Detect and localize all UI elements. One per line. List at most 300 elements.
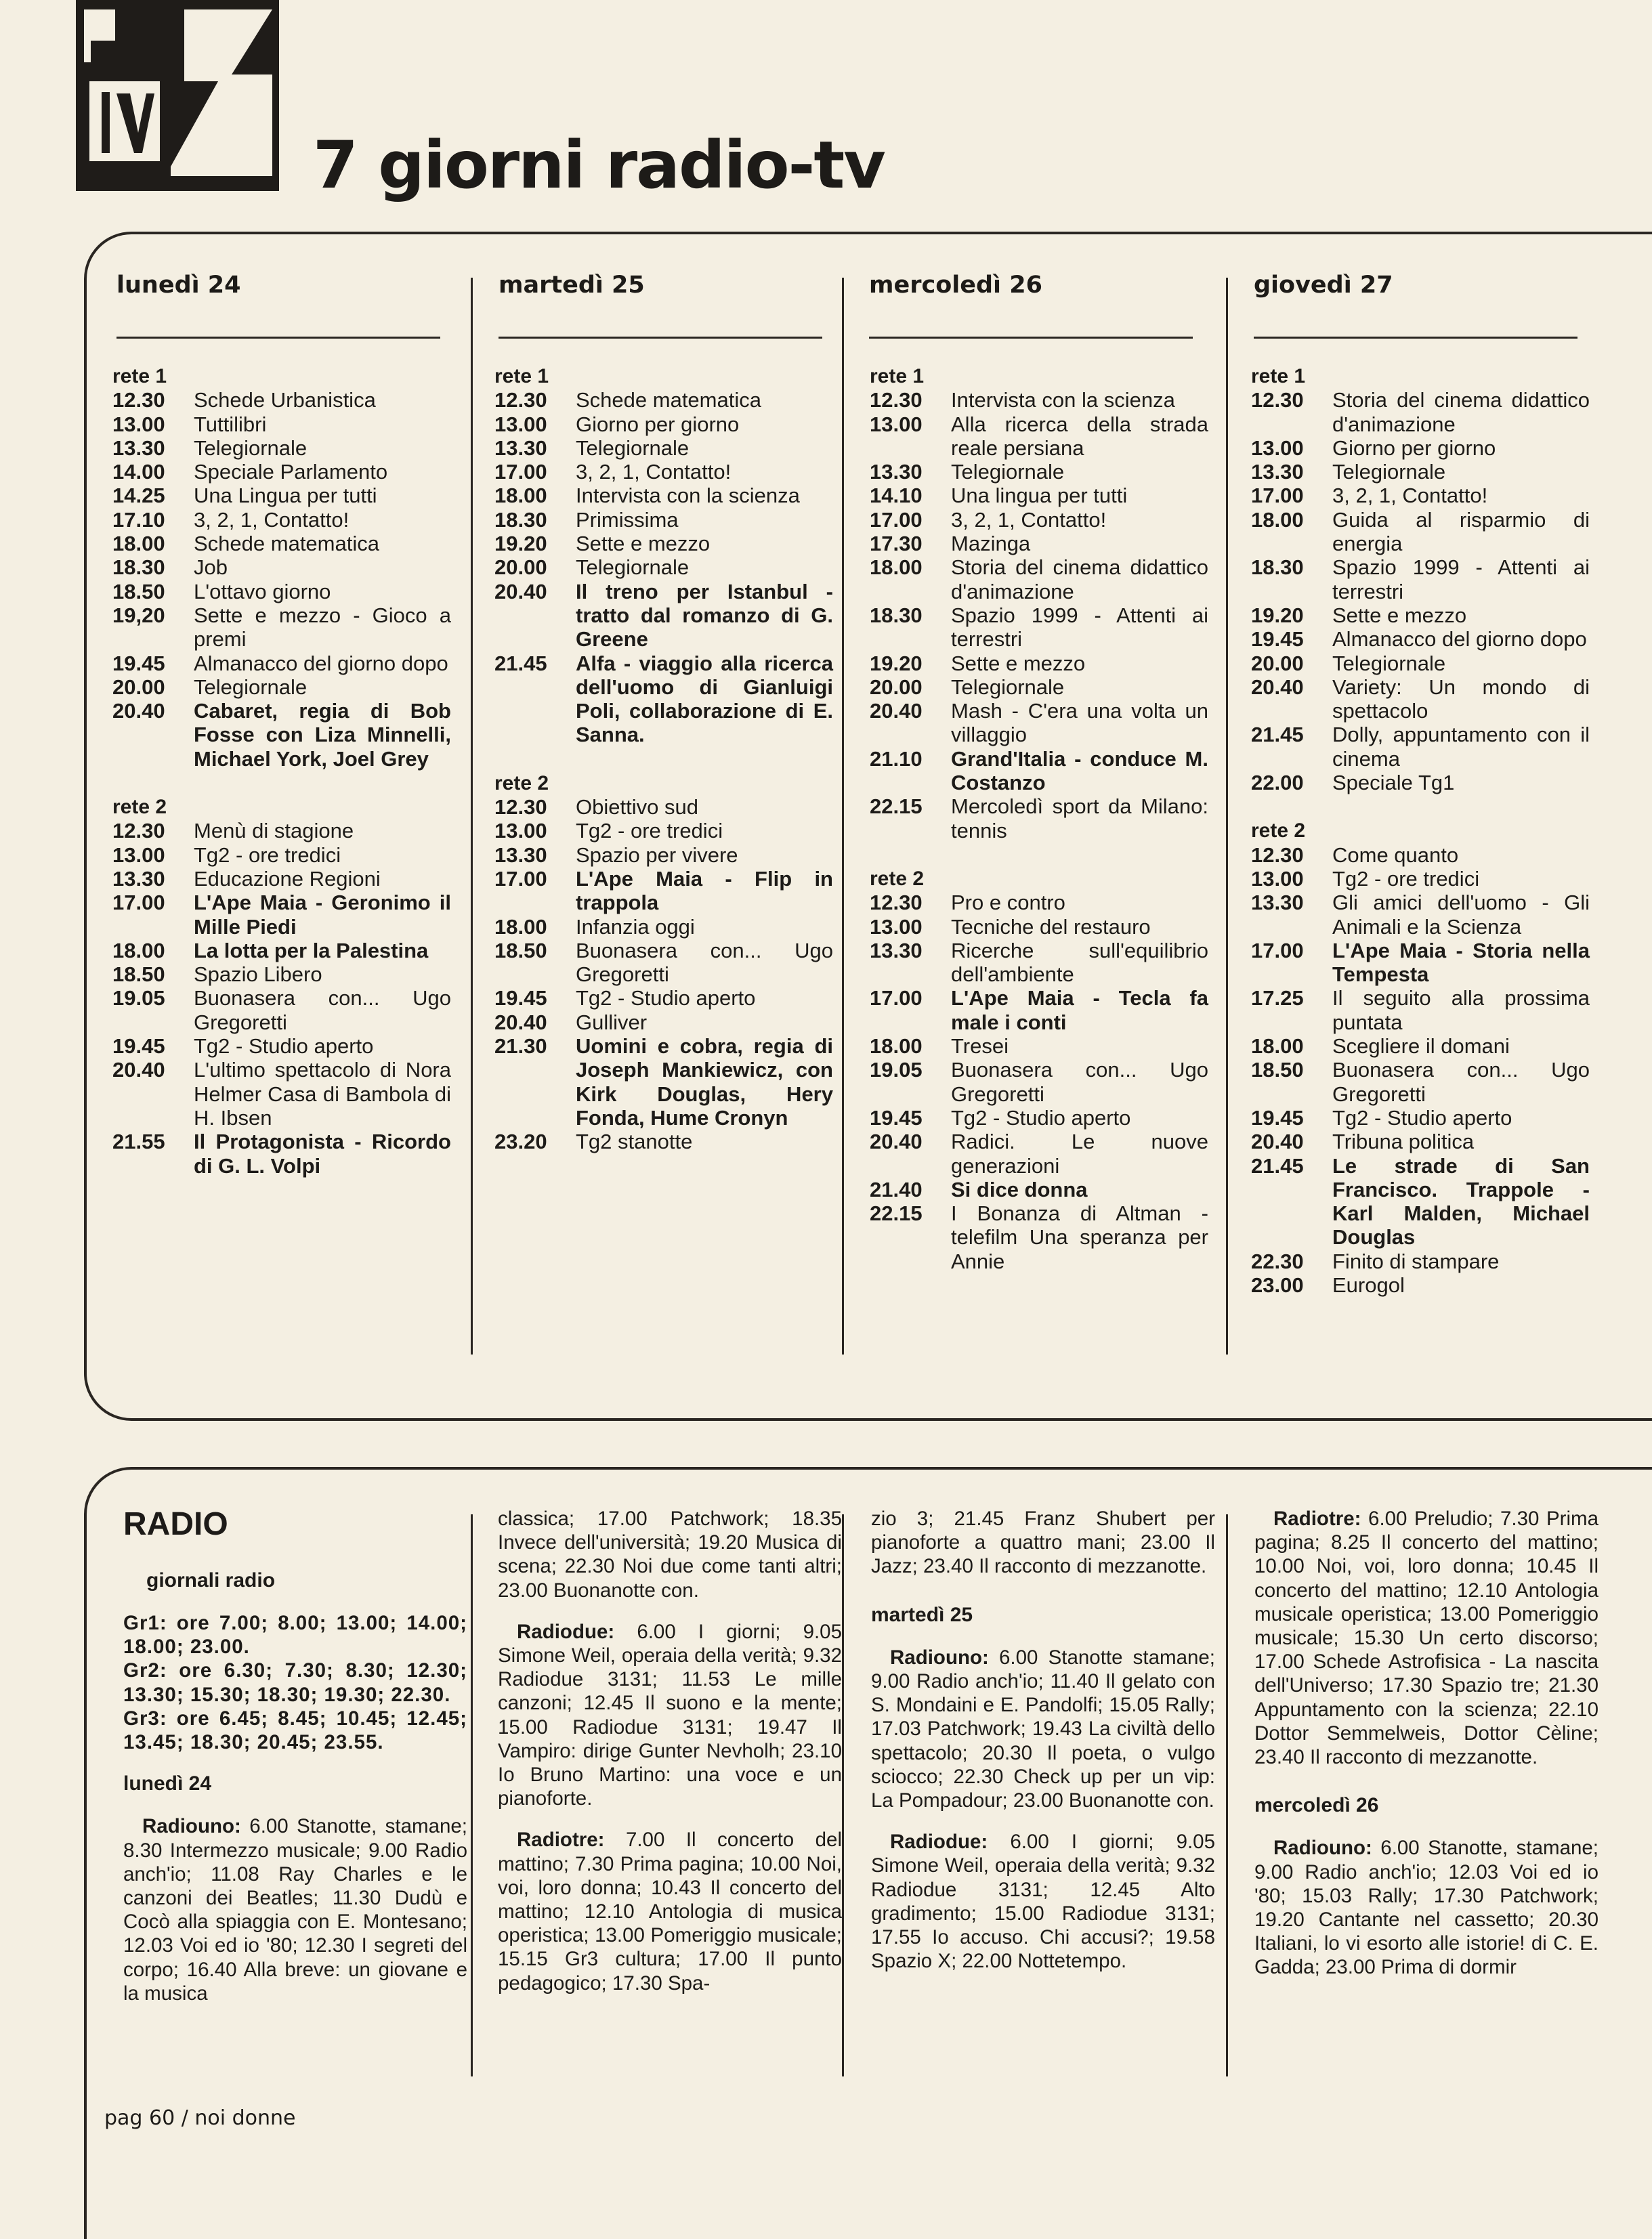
radio-column-3 bbox=[871, 1507, 1215, 1990]
column-divider bbox=[471, 278, 473, 1355]
program-title: La lotta per la Palestina bbox=[194, 938, 429, 962]
program-title: Sette e mezzo - Gioco a premi bbox=[194, 603, 451, 652]
network-label: rete 1 bbox=[112, 365, 167, 387]
giornali-radio-heading: giornali radio bbox=[146, 1569, 276, 1592]
program-row bbox=[494, 555, 833, 579]
program-time: 21.30 bbox=[494, 1034, 547, 1059]
program-time: 21.45 bbox=[1251, 723, 1304, 747]
program-time: 20.00 bbox=[112, 675, 165, 699]
gr2-times: Gr2: ore 6.30; 7.30; 8.30; 12.30; 13.30; 15.30; 18.30; 19.30; 22.30. bbox=[123, 1659, 467, 1706]
program-row bbox=[112, 388, 451, 412]
program-title: Mercoledì sport da Milano: tennis bbox=[951, 794, 1208, 843]
program-row bbox=[494, 795, 833, 819]
tv-day-column bbox=[1251, 364, 1590, 1297]
program-row bbox=[870, 794, 1208, 843]
program-time: 21.10 bbox=[870, 746, 923, 771]
program-row bbox=[1251, 771, 1590, 794]
network-label: rete 1 bbox=[870, 365, 925, 387]
program-title: Tg2 - Studio aperto bbox=[1332, 1105, 1512, 1130]
program-title: Sette e mezzo bbox=[951, 651, 1086, 675]
program-row bbox=[494, 532, 833, 555]
program-title: L'Ape Maia - Flip in trappola bbox=[576, 866, 833, 915]
program-time: 13.00 bbox=[112, 412, 165, 436]
program-title: Spazio per vivere bbox=[576, 843, 738, 867]
network-label: rete 2 bbox=[112, 796, 167, 819]
program-time: 12.30 bbox=[1251, 843, 1304, 867]
program-row bbox=[870, 460, 1208, 484]
program-time: 22.15 bbox=[870, 1201, 923, 1226]
program-title: Telegiornale bbox=[194, 435, 308, 460]
program-title: Il Protagonista - Ricordo di G. L. Volpi bbox=[194, 1130, 451, 1178]
program-row bbox=[112, 484, 451, 507]
program-title: L'Ape Maia - Storia nella Tempesta bbox=[1332, 938, 1590, 987]
program-row bbox=[870, 508, 1208, 532]
program-row bbox=[870, 1201, 1208, 1273]
program-row bbox=[1251, 508, 1590, 556]
program-title: Ricerche sull'equilibrio dell'ambiente bbox=[951, 938, 1208, 987]
program-time: 19,20 bbox=[112, 603, 165, 627]
program-title: L'Ape Maia - Tecla fa male i conti bbox=[951, 986, 1208, 1034]
monday-radiodue: Radiodue: 6.00 I giorni; 9.05 Simone Weil, operaia della verità; 9.32 Radiodue 3131; 11.53 Le mille canzoni; 12.45 Il suono e la mente; 15.00 Radiodue 3131; 19.47 Il Vampiro: dirige Gunter Nevholh; 23.10 Io Bruno Martino: una voce e un pianoforte. bbox=[498, 1620, 842, 1810]
program-time: 18.00 bbox=[1251, 1034, 1304, 1059]
program-row bbox=[1251, 891, 1590, 939]
program-row bbox=[494, 460, 833, 484]
program-title: Tg2 - Studio aperto bbox=[194, 1034, 374, 1059]
program-time: 17.00 bbox=[1251, 484, 1304, 508]
program-time: 18.30 bbox=[1251, 555, 1304, 580]
program-title: Dolly, appuntamento con il cinema bbox=[1332, 723, 1590, 771]
program-time: 13.30 bbox=[1251, 891, 1304, 915]
program-time: 12.30 bbox=[494, 388, 547, 412]
program-time: 20.40 bbox=[1251, 1130, 1304, 1154]
program-time: 19.45 bbox=[1251, 1105, 1304, 1130]
program-row bbox=[870, 675, 1208, 699]
program-title: Intervista con la scienza bbox=[576, 484, 800, 508]
program-row bbox=[870, 747, 1208, 795]
program-row bbox=[1251, 1034, 1590, 1058]
tv-day-column bbox=[494, 364, 833, 1154]
program-title: Tg2 - ore tredici bbox=[1332, 866, 1480, 891]
program-row bbox=[870, 891, 1208, 914]
program-time: 17.30 bbox=[870, 532, 923, 556]
program-time: 17.00 bbox=[494, 866, 547, 891]
column-divider bbox=[842, 278, 844, 1355]
program-row bbox=[1251, 652, 1590, 675]
program-time: 13.00 bbox=[494, 412, 547, 436]
program-title: Alfa - viaggio alla ricerca dell'uomo di Gianluigi Poli, collaborazione di E. Sanna. bbox=[576, 651, 833, 747]
program-time: 14.00 bbox=[112, 460, 165, 484]
program-title: 3, 2, 1, Contatto! bbox=[576, 460, 732, 484]
program-title: Tg2 - ore tredici bbox=[194, 843, 341, 867]
program-time: 12.30 bbox=[1251, 388, 1304, 412]
program-time: 20.00 bbox=[494, 555, 547, 580]
program-row bbox=[112, 1034, 451, 1058]
program-row bbox=[870, 388, 1208, 412]
day-heading-wednesday: mercoledì 26 bbox=[869, 272, 1042, 299]
program-row bbox=[112, 867, 451, 891]
program-time: 13.00 bbox=[494, 819, 547, 843]
program-row bbox=[112, 819, 451, 843]
program-time: 18.00 bbox=[112, 532, 165, 556]
program-time: 19.45 bbox=[1251, 627, 1304, 652]
program-title: Mazinga bbox=[951, 532, 1031, 556]
program-title: Grand'Italia - conduce M. Costanzo bbox=[951, 746, 1208, 795]
program-time: 17.25 bbox=[1251, 986, 1304, 1010]
program-title: Schede Urbanistica bbox=[194, 388, 376, 412]
program-time: 13.00 bbox=[1251, 866, 1304, 891]
program-title: Telegiornale bbox=[576, 435, 690, 460]
program-row bbox=[1251, 1058, 1590, 1106]
radio-column-4 bbox=[1254, 1507, 1598, 1997]
program-time: 18.50 bbox=[1251, 1058, 1304, 1082]
program-time: 18.50 bbox=[494, 938, 547, 962]
program-time: 20.40 bbox=[494, 579, 547, 603]
column-divider bbox=[1226, 278, 1228, 1355]
program-time: 19.20 bbox=[870, 651, 923, 675]
program-title: Tecniche del restauro bbox=[951, 914, 1151, 939]
program-title: L'ottavo giorno bbox=[194, 579, 331, 603]
program-title: Variety: Un mondo di spettacolo bbox=[1332, 675, 1590, 723]
program-title: Una Lingua per tutti bbox=[194, 484, 377, 508]
program-row bbox=[1251, 675, 1590, 723]
program-title: L'ultimo spettacolo di Nora Helmer Casa di Bambola di H. Ibsen bbox=[194, 1058, 451, 1130]
program-row bbox=[1251, 627, 1590, 651]
program-title: Giorno per giorno bbox=[576, 412, 740, 436]
program-time: 20.40 bbox=[1251, 675, 1304, 699]
program-time: 18.00 bbox=[494, 484, 547, 508]
monday-radiouno: Radiouno: 6.00 Stanotte, stamane; 8.30 Intermezzo musicale; 9.00 Radio anch'io; 11.08 Ray Charles e le canzoni dei Beatles; 11.30 Dudù e Cocò alla spiaggia con E. Montesano; 12.03 Voi ed io '80; 12.30 I segreti del corpo; 16.40 Alla breve: un giovane e la musica bbox=[123, 1815, 467, 2005]
program-row bbox=[112, 436, 451, 460]
program-time: 12.30 bbox=[112, 388, 165, 412]
program-time: 19.45 bbox=[870, 1105, 923, 1130]
program-title: Mash - C'era una volta un villaggio bbox=[951, 699, 1208, 747]
program-time: 22.30 bbox=[1251, 1249, 1304, 1273]
program-row bbox=[112, 675, 451, 699]
program-title: Pro e contro bbox=[951, 891, 1065, 915]
day-heading-thursday: giovedì 27 bbox=[1254, 272, 1393, 299]
program-row bbox=[494, 1010, 833, 1034]
program-title: 3, 2, 1, Contatto! bbox=[951, 507, 1107, 532]
program-row bbox=[494, 484, 833, 507]
program-time: 18.30 bbox=[494, 507, 547, 532]
program-row bbox=[112, 891, 451, 939]
program-time: 13.30 bbox=[494, 843, 547, 867]
monday-radiouno-continued: classica; 17.00 Patchwork; 18.35 Invece dell'università; 19.20 Musica di scena; 22.30 Noi due come tanti altri; 23.00 Buonanotte con. bbox=[498, 1508, 842, 1602]
program-time: 21.55 bbox=[112, 1130, 165, 1154]
monday-radiotre: Radiotre: 7.00 Il concerto del mattino; 7.30 Prima pagina; 10.00 Noi, voi, loro donna; 10.43 Il concerto del mattino; 12.10 Antologia di musica operistica; 13.00 Pomeriggio musicale; 15.15 Gr3 cultura; 17.00 Il punto pedagogico; 17.30 Spa- bbox=[498, 1829, 842, 1995]
program-row bbox=[494, 436, 833, 460]
program-time: 18.50 bbox=[112, 962, 165, 987]
program-time: 19.45 bbox=[112, 651, 165, 675]
program-time: 12.30 bbox=[494, 795, 547, 819]
program-time: 21.45 bbox=[1251, 1153, 1304, 1178]
program-title: Tresei bbox=[951, 1034, 1009, 1059]
program-row bbox=[112, 939, 451, 962]
network-label: rete 1 bbox=[494, 365, 549, 387]
program-title: Come quanto bbox=[1332, 843, 1459, 867]
program-title: Scegliere il domani bbox=[1332, 1034, 1510, 1059]
program-row bbox=[870, 412, 1208, 461]
program-title: Guida al risparmio di energia bbox=[1332, 507, 1590, 556]
tuesday-radiotre: Radiotre: 6.00 Preludio; 7.30 Prima pagina; 8.25 Il concerto del mattino; 10.00 Noi, voi, loro donna; 10.45 Il concerto del mattino; 12.10 Antologia musicale operistica; 13.00 Pomeriggio musicale; 15.30 Un certo discorso; 17.00 Schede Astrofisica - La nascita dell'Universo; 17.30 Spazio tre; 21.30 Appuntamento con la scienza; 22.10 Dottor Semmelweis, Dottor Cèline; 23.40 Il racconto di mezzanotte. bbox=[1254, 1508, 1598, 1769]
program-time: 18.00 bbox=[1251, 507, 1304, 532]
program-row bbox=[1251, 1154, 1590, 1250]
program-time: 21.45 bbox=[494, 651, 547, 675]
program-title: Telegiornale bbox=[1332, 460, 1446, 484]
program-row bbox=[870, 699, 1208, 747]
program-row bbox=[494, 580, 833, 652]
program-time: 21.40 bbox=[870, 1177, 923, 1201]
program-title: Gulliver bbox=[576, 1010, 648, 1034]
program-row bbox=[870, 915, 1208, 939]
program-title: Tg2 - Studio aperto bbox=[576, 986, 756, 1010]
program-time: 13.30 bbox=[494, 435, 547, 460]
program-time: 20.40 bbox=[112, 699, 165, 723]
program-row bbox=[112, 412, 451, 436]
program-row bbox=[112, 1130, 451, 1178]
network-label: rete 2 bbox=[494, 771, 549, 794]
program-row bbox=[494, 819, 833, 843]
program-title: Spazio Libero bbox=[194, 962, 322, 987]
program-time: 12.30 bbox=[870, 891, 923, 915]
program-row bbox=[870, 1178, 1208, 1201]
program-time: 17.00 bbox=[870, 507, 923, 532]
monday-radiotre-continued: zio 3; 21.45 Franz Shubert per pianoforte a quattro mani; 23.00 Il Jazz; 23.40 Il racconto di mezzanotte. bbox=[871, 1508, 1215, 1578]
program-time: 13.30 bbox=[870, 938, 923, 962]
program-title: Cabaret, regia di Bob Fosse con Liza Minnelli, Michael York, Joel Grey bbox=[194, 699, 451, 771]
program-row bbox=[494, 388, 833, 412]
radio-title: RADIO bbox=[123, 1506, 228, 1542]
program-time: 13.30 bbox=[112, 435, 165, 460]
program-row bbox=[870, 939, 1208, 987]
program-time: 17.00 bbox=[870, 986, 923, 1010]
program-title: Finito di stampare bbox=[1332, 1249, 1500, 1273]
program-time: 20.00 bbox=[1251, 651, 1304, 675]
program-title: Telegiornale bbox=[576, 555, 690, 580]
program-time: 22.15 bbox=[870, 794, 923, 819]
program-row bbox=[112, 508, 451, 532]
program-row bbox=[1251, 1250, 1590, 1273]
program-row bbox=[1251, 867, 1590, 891]
program-title: Speciale Tg1 bbox=[1332, 771, 1455, 795]
program-time: 19.20 bbox=[494, 532, 547, 556]
network-label: rete 2 bbox=[1251, 819, 1306, 843]
tv-logo bbox=[76, 0, 279, 191]
program-row bbox=[494, 867, 833, 915]
column-divider bbox=[1226, 1514, 1228, 2076]
program-row bbox=[112, 986, 451, 1034]
program-row bbox=[112, 962, 451, 986]
program-title: Tuttilibri bbox=[194, 412, 267, 436]
program-time: 12.30 bbox=[870, 388, 923, 412]
program-title: Storia del cinema didattico d'animazione bbox=[1332, 388, 1590, 436]
program-title: Alla ricerca della strada reale persiana bbox=[951, 412, 1208, 460]
program-row bbox=[112, 460, 451, 484]
program-time: 22.00 bbox=[1251, 771, 1304, 795]
program-title: Telegiornale bbox=[951, 675, 1065, 699]
program-title: Telegiornale bbox=[194, 675, 308, 699]
tuesday-radio-heading: martedì 25 bbox=[871, 1603, 973, 1626]
column-divider bbox=[471, 1514, 473, 2076]
program-time: 14.10 bbox=[870, 484, 923, 508]
program-time: 20.40 bbox=[494, 1010, 547, 1034]
program-time: 13.30 bbox=[112, 866, 165, 891]
rule bbox=[1254, 337, 1577, 339]
program-time: 23.20 bbox=[494, 1130, 547, 1154]
program-row bbox=[1251, 1130, 1590, 1153]
program-title: I Bonanza di Altman - telefilm Una speranza per Annie bbox=[951, 1201, 1208, 1273]
program-title: 3, 2, 1, Contatto! bbox=[194, 507, 350, 532]
network-label: rete 1 bbox=[1251, 365, 1306, 387]
program-row bbox=[1251, 484, 1590, 507]
program-row bbox=[870, 484, 1208, 507]
program-title: Il seguito alla prossima puntata bbox=[1332, 986, 1590, 1034]
program-row bbox=[870, 532, 1208, 555]
program-title: Infanzia oggi bbox=[576, 914, 695, 939]
program-time: 17.00 bbox=[1251, 938, 1304, 962]
tv-day-column bbox=[870, 364, 1208, 1273]
column-divider bbox=[842, 1514, 844, 2076]
program-title: Buonasera con... Ugo Gregoretti bbox=[576, 938, 833, 987]
program-title: Telegiornale bbox=[951, 460, 1065, 484]
program-time: 18.50 bbox=[112, 579, 165, 603]
program-title: Buonasera con... Ugo Gregoretti bbox=[194, 986, 451, 1034]
program-time: 18.00 bbox=[112, 938, 165, 962]
program-title: Una lingua per tutti bbox=[951, 484, 1128, 508]
program-row bbox=[112, 603, 451, 652]
program-row bbox=[870, 986, 1208, 1034]
tuesday-radiodue: Radiodue: 6.00 I giorni; 9.05 Simone Weil, operaia della verità; 9.32 Radiodue 3131; 12.45 Alto gradimento; 15.00 Radiodue 3131; 17.55 Io accuso. Chi accusi?; 19.58 Spazio X; 22.00 Nottetempo. bbox=[871, 1831, 1215, 1973]
program-row bbox=[1251, 986, 1590, 1034]
program-row bbox=[870, 1058, 1208, 1106]
program-time: 13.30 bbox=[870, 460, 923, 484]
program-title: Menù di stagione bbox=[194, 819, 354, 843]
program-time: 17.00 bbox=[112, 891, 165, 915]
program-title: Si dice donna bbox=[951, 1177, 1088, 1201]
program-row bbox=[494, 1130, 833, 1153]
program-time: 19.45 bbox=[494, 986, 547, 1010]
program-time: 19.05 bbox=[112, 986, 165, 1010]
program-title: Le strade di San Francisco. Trappole - Karl Malden, Michael Douglas bbox=[1332, 1153, 1590, 1250]
program-time: 13.00 bbox=[870, 914, 923, 939]
program-title: Educazione Regioni bbox=[194, 866, 381, 891]
program-title: Il treno per Istanbul - tratto dal romanzo di G. Greene bbox=[576, 579, 833, 652]
radio-column-1 bbox=[123, 1507, 467, 2023]
program-row bbox=[1251, 1106, 1590, 1130]
program-row bbox=[112, 532, 451, 555]
program-title: Giorno per giorno bbox=[1332, 435, 1496, 460]
program-row bbox=[112, 699, 451, 771]
program-row bbox=[494, 652, 833, 747]
rule bbox=[117, 337, 440, 339]
program-row bbox=[1251, 603, 1590, 627]
program-row bbox=[1251, 723, 1590, 771]
day-heading-tuesday: martedì 25 bbox=[499, 272, 645, 299]
program-title: L'Ape Maia - Geronimo il Mille Piedi bbox=[194, 891, 451, 939]
program-title: Tg2 - ore tredici bbox=[576, 819, 723, 843]
program-title: Gli amici dell'uomo - Gli Animali e la Scienza bbox=[1332, 891, 1590, 939]
gr3-times: Gr3: ore 6.45; 8.45; 10.45; 12.45; 13.45; 18.30; 20.45; 23.55. bbox=[123, 1707, 467, 1754]
program-title: Buonasera con... Ugo Gregoretti bbox=[1332, 1058, 1590, 1106]
program-row bbox=[870, 603, 1208, 652]
program-row bbox=[870, 1106, 1208, 1130]
program-row bbox=[112, 1058, 451, 1130]
program-time: 20.40 bbox=[870, 699, 923, 723]
program-title: Telegiornale bbox=[1332, 651, 1446, 675]
program-title: Sette e mezzo bbox=[576, 532, 711, 556]
rule bbox=[499, 337, 822, 339]
program-title: Almanacco del giorno dopo bbox=[194, 651, 448, 675]
program-title: Eurogol bbox=[1332, 1273, 1405, 1297]
rule bbox=[869, 337, 1193, 339]
program-title: Tribuna politica bbox=[1332, 1130, 1475, 1154]
program-time: 13.00 bbox=[112, 843, 165, 867]
program-time: 19.45 bbox=[112, 1034, 165, 1059]
program-row bbox=[494, 986, 833, 1010]
wednesday-radio-heading: mercoledì 26 bbox=[1254, 1794, 1379, 1817]
program-title: Tg2 - Studio aperto bbox=[951, 1105, 1131, 1130]
program-row bbox=[494, 1034, 833, 1130]
page-title: 7 giorni radio-tv bbox=[313, 127, 885, 203]
tv-day-column bbox=[112, 364, 451, 1178]
program-time: 23.00 bbox=[1251, 1273, 1304, 1297]
program-row bbox=[494, 412, 833, 436]
program-row bbox=[1251, 843, 1590, 867]
program-title: 3, 2, 1, Contatto! bbox=[1332, 484, 1488, 508]
program-row bbox=[870, 555, 1208, 603]
program-row bbox=[112, 580, 451, 603]
program-time: 18.00 bbox=[870, 1034, 923, 1059]
program-time: 19.05 bbox=[870, 1058, 923, 1082]
program-title: Spazio 1999 - Attenti ai terrestri bbox=[951, 603, 1208, 652]
program-row bbox=[494, 843, 833, 867]
program-title: Obiettivo sud bbox=[576, 795, 698, 819]
program-title: Schede matematica bbox=[194, 532, 379, 556]
program-time: 18.00 bbox=[494, 914, 547, 939]
program-title: Spazio 1999 - Attenti ai terrestri bbox=[1332, 555, 1590, 603]
program-title: Speciale Parlamento bbox=[194, 460, 388, 484]
program-time: 13.30 bbox=[1251, 460, 1304, 484]
program-title: Primissima bbox=[576, 507, 679, 532]
program-time: 18.00 bbox=[870, 555, 923, 580]
page-footer: pag 60 / noi donne bbox=[104, 2106, 296, 2130]
program-row bbox=[870, 652, 1208, 675]
program-title: Tg2 stanotte bbox=[576, 1130, 693, 1154]
program-row bbox=[1251, 388, 1590, 436]
program-title: Storia del cinema didattico d'animazione bbox=[951, 555, 1208, 603]
program-row bbox=[1251, 460, 1590, 484]
day-heading-monday: lunedì 24 bbox=[117, 272, 241, 299]
program-row bbox=[870, 1034, 1208, 1058]
program-time: 13.00 bbox=[1251, 435, 1304, 460]
program-title: Job bbox=[194, 555, 228, 580]
program-time: 18.30 bbox=[112, 555, 165, 580]
program-row bbox=[870, 1130, 1208, 1178]
monday-radio-heading: lunedì 24 bbox=[123, 1772, 212, 1795]
program-row bbox=[494, 939, 833, 987]
program-title: Intervista con la scienza bbox=[951, 388, 1175, 412]
program-row bbox=[1251, 555, 1590, 603]
program-title: Uomini e cobra, regia di Joseph Mankiewicz, con Kirk Douglas, Hery Fonda, Hume Cronyn bbox=[576, 1034, 833, 1130]
program-time: 18.30 bbox=[870, 603, 923, 627]
program-row bbox=[1251, 939, 1590, 987]
program-row bbox=[494, 915, 833, 939]
program-time: 17.10 bbox=[112, 507, 165, 532]
radio-column-2 bbox=[498, 1507, 842, 2013]
network-label: rete 2 bbox=[870, 867, 925, 890]
program-time: 17.00 bbox=[494, 460, 547, 484]
program-time: 20.40 bbox=[870, 1130, 923, 1154]
